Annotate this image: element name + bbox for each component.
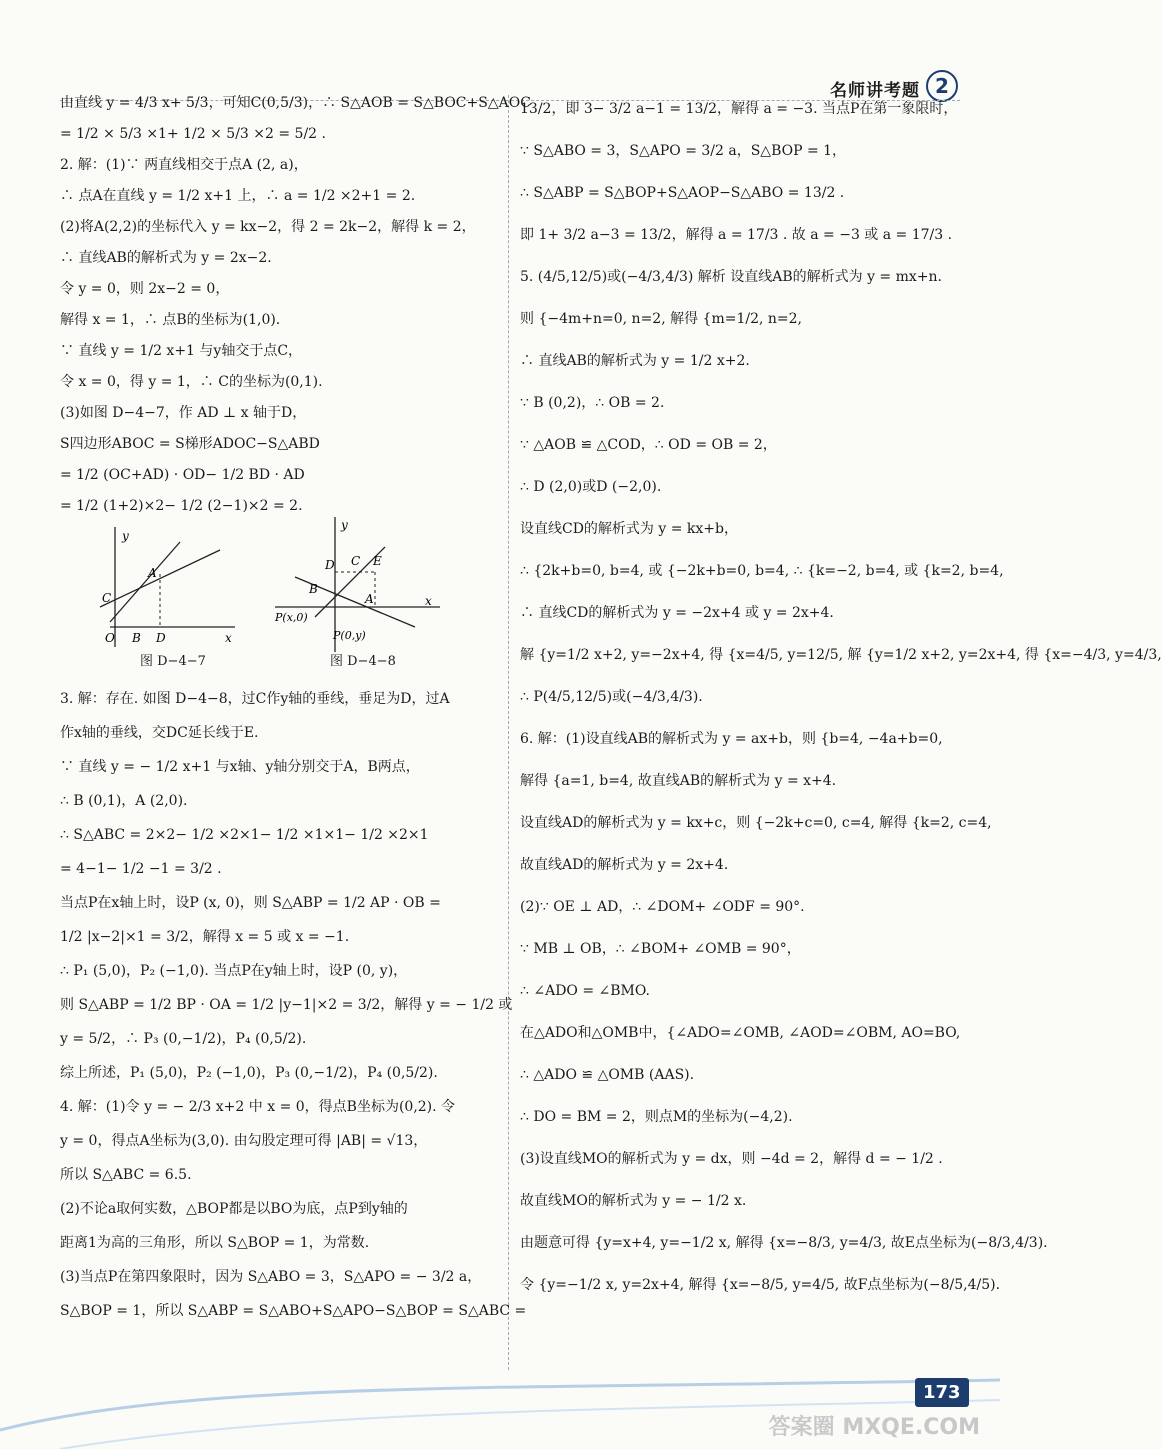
text-line: 所以 S△ABC = 6.5. bbox=[60, 1167, 192, 1183]
text-line: 解 {y=1/2 x+2, y=−2x+4, 得 {x=4/5, y=12/5, 解 {y=1/2 x+2, y=2x+4, 得 {x=−4/3, y=4/3, bbox=[520, 647, 1162, 663]
figure-d-4-7 bbox=[100, 522, 240, 652]
figure-caption-1: 图 D−4−7 bbox=[140, 654, 206, 669]
text-line: (3)如图 D−4−7，作 AD ⊥ x 轴于D， bbox=[60, 405, 307, 421]
text-line: ∵ S△ABO = 3，S△APO = 3/2 a，S△BOP = 1， bbox=[520, 143, 847, 159]
text-line: ∴ 点A在直线 y = 1/2 x+1 上，∴ a = 1/2 ×2+1 = 2. bbox=[60, 188, 416, 204]
svg-text:A: A bbox=[365, 592, 374, 606]
text-line: 3. 解：存在. 如图 D−4−8，过C作y轴的垂线，垂足为D，过A bbox=[60, 691, 450, 707]
text-line: = 1/2 × 5/3 ×1+ 1/2 × 5/3 ×2 = 5/2 . bbox=[60, 126, 326, 142]
text-line: ∴ △ADO ≌ △OMB (AAS). bbox=[520, 1067, 695, 1083]
text-line: ∴ B (0,1)，A (2,0). bbox=[60, 793, 188, 809]
text-line: ∴ {2k+b=0, b=4, 或 {−2k+b=0, b=4, ∴ {k=−2, b=4, 或 {k=2, b=4, bbox=[520, 563, 1004, 579]
left-column bbox=[60, 88, 531, 1328]
text-line: 综上所述，P₁ (5,0)，P₂ (−1,0)，P₃ (0,−1/2)，P₄ (0,5/2). bbox=[60, 1065, 438, 1081]
text-line: 由直线 y = 4/3 x+ 5/3，可知C(0,5/3)，∴ S△AOB = S△BOC+S△AOC bbox=[60, 95, 531, 111]
text-line: ∴ S△ABP = S△BOP+S△AOP−S△ABO = 13/2 . bbox=[520, 185, 845, 201]
svg-text:y: y bbox=[341, 518, 348, 532]
svg-text:C: C bbox=[102, 591, 112, 605]
figures bbox=[60, 518, 500, 682]
text-line: 1/2 |x−2|×1 = 3/2，解得 x = 5 或 x = −1. bbox=[60, 929, 350, 945]
text-line: 解得 {a=1, b=4, 故直线AB的解析式为 y = x+4. bbox=[520, 773, 837, 789]
watermark: 答案圈 MXQE.COM bbox=[768, 1415, 980, 1440]
text-line: y = 0，得点A坐标为(3,0). 由勾股定理可得 |AB| = √13， bbox=[60, 1133, 428, 1149]
svg-text:P(0,y): P(0,y) bbox=[333, 629, 366, 642]
svg-text:x: x bbox=[225, 631, 232, 645]
column-divider bbox=[508, 95, 509, 1370]
text-line: ∵ 直线 y = − 1/2 x+1 与x轴、y轴分别交于A，B两点， bbox=[60, 759, 420, 775]
text-line: (3)当点P在第四象限时，因为 S△ABO = 3，S△APO = − 3/2 a， bbox=[60, 1269, 482, 1285]
text-line: 即 1+ 3/2 a−3 = 13/2，解得 a = 17/3 . 故 a = −3 或 a = 17/3 . bbox=[520, 227, 953, 243]
left-text-block-b bbox=[60, 682, 527, 1328]
text-line: ∴ 直线AB的解析式为 y = 2x−2. bbox=[60, 250, 272, 266]
svg-text:E: E bbox=[373, 554, 382, 568]
left-text-block-a bbox=[60, 88, 531, 522]
svg-text:B: B bbox=[309, 582, 318, 596]
text-line: ∴ DO = BM = 2，则点M的坐标为(−4,2). bbox=[520, 1109, 793, 1125]
text-line: ∴ 直线CD的解析式为 y = −2x+4 或 y = 2x+4. bbox=[520, 605, 834, 621]
text-line: 距离1为高的三角形，所以 S△BOP = 1，为常数. bbox=[60, 1235, 370, 1251]
svg-text:B: B bbox=[132, 631, 141, 645]
text-line: ∴ D (2,0)或D (−2,0). bbox=[520, 479, 662, 495]
svg-text:D: D bbox=[156, 631, 166, 645]
page-number: 173 bbox=[915, 1378, 969, 1407]
svg-text:y: y bbox=[122, 529, 129, 543]
text-line: ∵ MB ⊥ OB，∴ ∠BOM+ ∠OMB = 90°， bbox=[520, 941, 801, 957]
svg-text:P(x,0): P(x,0) bbox=[275, 611, 308, 624]
text-line: S四边形ABOC = S梯形ADOC−S△ABD bbox=[60, 436, 320, 452]
text-line: (2)将A(2,2)的坐标代入 y = kx−2，得 2 = 2k−2，解得 k = 2， bbox=[60, 219, 476, 235]
text-line: 由题意可得 {y=x+4, y=−1/2 x, 解得 {x=−8/3, y=4/3, 故E点坐标为(−8/3,4/3). bbox=[520, 1235, 1048, 1251]
text-line: 故直线MO的解析式为 y = − 1/2 x. bbox=[520, 1193, 747, 1209]
text-line: = 1/2 (OC+AD) · OD− 1/2 BD · AD bbox=[60, 467, 305, 483]
text-line: 令 x = 0，得 y = 1，∴ C的坐标为(0,1). bbox=[60, 374, 323, 390]
text-line: 作x轴的垂线，交DC延长线于E. bbox=[60, 725, 259, 741]
text-line: 则 S△ABP = 1/2 BP · OA = 1/2 |y−1|×2 = 3/2，解得 y = − 1/2 或 bbox=[60, 997, 513, 1013]
svg-text:O: O bbox=[105, 631, 115, 645]
text-line: 13/2，即 3− 3/2 a−1 = 13/2，解得 a = −3. 当点P在第一象限时， bbox=[520, 101, 958, 117]
text-line: 6. 解：(1)设直线AB的解析式为 y = ax+b，则 {b=4, −4a+b=0, bbox=[520, 731, 943, 747]
text-line: 在△ADO和△OMB中，{∠ADO=∠OMB, ∠AOD=∠OBM, AO=BO, bbox=[520, 1025, 961, 1041]
text-line: 令 {y=−1/2 x, y=2x+4, 解得 {x=−8/5, y=4/5, 故F点坐标为(−8/5,4/5). bbox=[520, 1277, 1001, 1293]
svg-text:x: x bbox=[425, 594, 432, 608]
svg-text:D: D bbox=[325, 558, 335, 572]
text-line: 解得 x = 1，∴ 点B的坐标为(1,0). bbox=[60, 312, 281, 328]
text-line: ∵ B (0,2)，∴ OB = 2. bbox=[520, 395, 665, 411]
text-line: ∵ 直线 y = 1/2 x+1 与y轴交于点C， bbox=[60, 343, 303, 359]
text-line: ∵ △AOB ≌ △COD，∴ OD = OB = 2， bbox=[520, 437, 777, 453]
text-line: 设直线AD的解析式为 y = kx+c，则 {−2k+c=0, c=4, 解得 {k=2, c=4, bbox=[520, 815, 992, 831]
text-line: (2)不论a取何实数，△BOP都是以BO为底，点P到y轴的 bbox=[60, 1201, 408, 1217]
header-title: 名师讲考题 bbox=[830, 81, 920, 101]
text-line: y = 5/2，∴ P₃ (0,−1/2)，P₄ (0,5/2). bbox=[60, 1031, 307, 1047]
figure-caption-2: 图 D−4−8 bbox=[330, 654, 396, 669]
text-line: 令 y = 0，则 2x−2 = 0， bbox=[60, 281, 230, 297]
text-line: ∴ S△ABC = 2×2− 1/2 ×2×1− 1/2 ×1×1− 1/2 ×2×1 bbox=[60, 827, 429, 843]
text-line: 4. 解：(1)令 y = − 2/3 x+2 中 x = 0，得点B坐标为(0,2). 令 bbox=[60, 1099, 456, 1115]
text-line: ∴ 直线AB的解析式为 y = 1/2 x+2. bbox=[520, 353, 750, 369]
right-text-block bbox=[520, 88, 1162, 1306]
text-line: 2. 解：(1)∵ 两直线相交于点A (2, a)， bbox=[60, 157, 308, 173]
svg-text:C: C bbox=[351, 554, 361, 568]
text-line: 5. (4/5,12/5)或(−4/3,4/3) 解析 设直线AB的解析式为 y = mx+n. bbox=[520, 269, 942, 285]
text-line: (2)∵ OE ⊥ AD，∴ ∠DOM+ ∠ODF = 90°. bbox=[520, 899, 805, 915]
text-line: 当点P在x轴上时，设P (x, 0)，则 S△ABP = 1/2 AP · OB = bbox=[60, 895, 441, 911]
text-line: = 4−1− 1/2 −1 = 3/2 . bbox=[60, 861, 222, 877]
text-line: 则 {−4m+n=0, n=2, 解得 {m=1/2, n=2, bbox=[520, 311, 803, 327]
text-line: = 1/2 (1+2)×2− 1/2 (2−1)×2 = 2. bbox=[60, 498, 303, 514]
text-line: ∴ P₁ (5,0)，P₂ (−1,0). 当点P在y轴上时，设P (0, y)， bbox=[60, 963, 408, 979]
figure-d-4-8 bbox=[275, 517, 445, 652]
text-line: ∴ P(4/5,12/5)或(−4/3,4/3). bbox=[520, 689, 703, 705]
text-line: ∴ ∠ADO = ∠BMO. bbox=[520, 983, 650, 999]
right-column bbox=[520, 88, 1162, 1306]
text-line: 设直线CD的解析式为 y = kx+b， bbox=[520, 521, 738, 537]
text-line: (3)设直线MO的解析式为 y = dx，则 −4d = 2，解得 d = − 1/2 . bbox=[520, 1151, 943, 1167]
text-line: 故直线AD的解析式为 y = 2x+4. bbox=[520, 857, 729, 873]
svg-text:A: A bbox=[148, 566, 157, 580]
logo-icon: 2 bbox=[926, 70, 958, 102]
text-line: S△BOP = 1，所以 S△ABP = S△ABO+S△APO−S△BOP = S△ABC = bbox=[60, 1303, 527, 1319]
